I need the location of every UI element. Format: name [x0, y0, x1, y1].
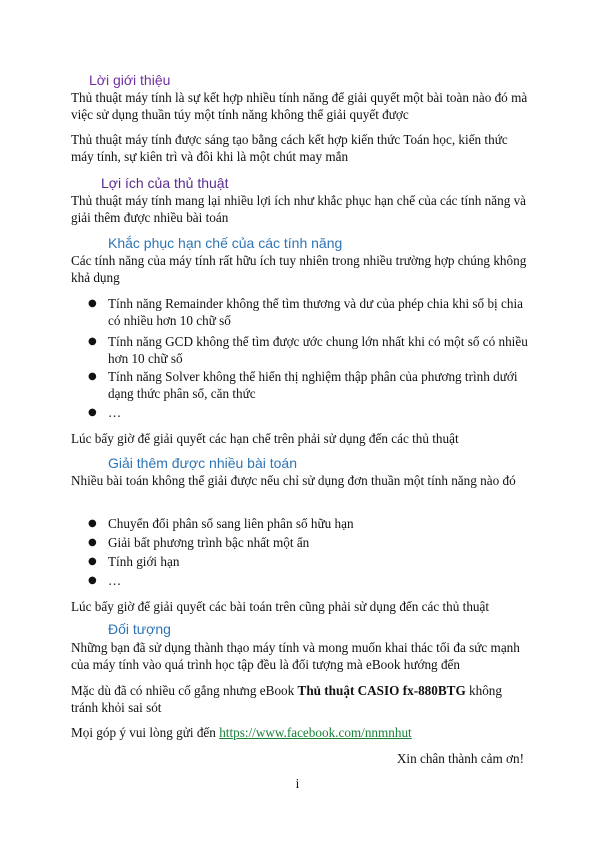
intro-paragraph-1: Thủ thuật máy tính là sự kết hợp nhiều tính năng để giải quyết một bài toàn nào đó mà việc sử dụng thuần túy một tính năng không thể giải quyết được [71, 90, 528, 122]
feedback-prefix: Mọi góp ý vui lòng gửi đến [71, 725, 220, 740]
limits-conclusion: Lúc bấy giờ để giải quyết các hạn chế trên phải sử dụng đến các thủ thuật [71, 431, 459, 446]
feedback-paragraph [71, 724, 531, 741]
heading-benefits: Lợi ích của thủ thuật [101, 175, 229, 191]
heading-introduction: Lời giới thiệu [89, 72, 171, 88]
facebook-link[interactable]: https://www.facebook.com/nnmnhut [219, 725, 412, 740]
page-number: i [295, 776, 300, 791]
thanks-text: Xin chân thành cảm ơn! [396, 751, 524, 766]
bullet-icon: ● [88, 298, 97, 309]
note-paragraph [71, 682, 531, 716]
bullet-icon: ● [88, 407, 97, 418]
list-item: Tính giới hạn [108, 554, 180, 569]
intro-paragraph-2: Thủ thuật máy tính được sáng tạo bằng cách kết hợp kiến thức Toán học, kiến thức máy tính, sự kiên trì và đôi khi là một chút may mắn [71, 132, 508, 164]
more-conclusion: Lúc bấy giờ để giải quyết các bài toán trên cũng phải sử dụng đến các thủ thuật [71, 599, 490, 614]
list-item: Tính năng Solver không thể hiển thị nghiệm thập phân của phương trình dưới dạng thức phân số, căn thức [108, 369, 518, 401]
list-item: Tính năng GCD không thể tìm được ước chung lớn nhất khi có một số có nhiều hơn 10 chữ số [108, 334, 528, 366]
list-item: … [108, 405, 122, 420]
bullet-icon: ● [88, 537, 97, 548]
book-title: Thủ thuật CASIO fx-880BTG [297, 683, 466, 698]
list-item: Giải bất phương trình bậc nhất một ẩn [108, 535, 310, 550]
heading-overcome-limits: Khắc phục hạn chế của các tính năng [108, 235, 343, 251]
list-item: … [108, 573, 122, 588]
bullet-icon: ● [88, 336, 97, 347]
heading-solve-more: Giải thêm được nhiều bài toán [108, 455, 297, 471]
heading-audience: Đối tượng [108, 621, 171, 637]
benefits-paragraph: Thủ thuật máy tính mang lại nhiều lợi ích như khắc phục hạn chế của các tính năng và giải thêm được nhiều bài toán [71, 193, 527, 225]
bullet-icon: ● [88, 556, 97, 567]
note-suffix: không tránh khỏi sai sót [71, 683, 502, 715]
bullet-icon: ● [88, 518, 97, 529]
limits-paragraph: Các tính năng của máy tính rất hữu ích tuy nhiên trong nhiều trường hợp chúng không khả dụng [71, 253, 527, 285]
note-prefix: Mặc dù đã có nhiều cố gắng nhưng eBook [71, 683, 298, 698]
audience-paragraph: Những bạn đã sử dụng thành thạo máy tính và mong muốn khai thác tối đa sức mạnh của máy tính vào quá trình học tập đều là đối tượng mà eBook hướng đến [71, 640, 520, 672]
bullet-icon: ● [88, 575, 97, 586]
more-paragraph: Nhiều bài toán không thể giải được nếu chỉ sử dụng đơn thuần một tính năng nào đó [71, 473, 516, 488]
bullet-icon: ● [88, 371, 97, 382]
list-item: Tính năng Remainder không thể tìm thương và dư của phép chia khi số bị chia có nhiều hơn 10 chữ số [108, 296, 523, 328]
list-item: Chuyển đổi phân số sang liên phân số hữu hạn [108, 516, 354, 531]
